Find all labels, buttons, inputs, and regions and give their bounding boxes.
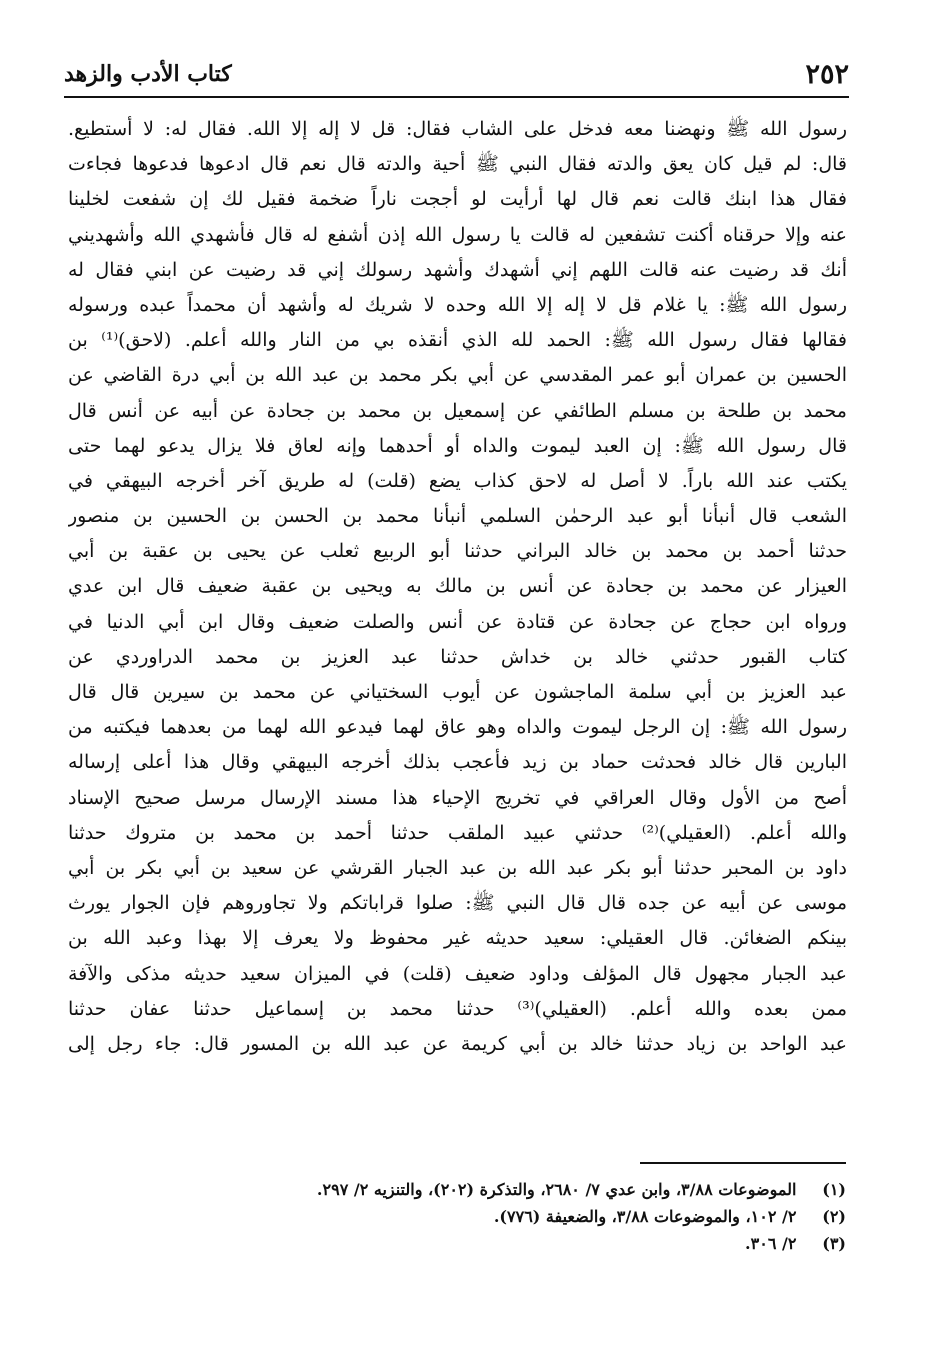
page-header: [64, 54, 849, 94]
running-title: كتاب الأدب والزهد: [64, 61, 232, 87]
text-line: ممن بعده والله أعلم. (العقيلي)⁽³⁾ حدثنا محمد بن إسماعيل حدثنا عفان حدثنا: [68, 997, 847, 1020]
text-line: عنه وإلا حرقناه أكنت تشفعين له قالت يا رسول الله إذن أشفع له قال فأشهدي الله وأشهديني: [68, 223, 847, 246]
text-line: الحسين بن عمران أبو عمر المقدسي عن أبي بكر محمد بن عبد الله بن أبي درة القاضي عن: [68, 364, 847, 387]
text-line: ورواه ابن حجاج عن جحادة عن قتادة عن أنس والصلت ضعيف وقال ابن أبي الدنيا في: [68, 610, 847, 633]
footnote-number: (٢): [822, 1207, 846, 1226]
footnote-item: [170, 1230, 846, 1257]
text-line: يكتب عند الله باراً. لا أصل له لاحق كذاب يضع (قلت) له طريق آخر أخرجه البيهقي في: [68, 469, 847, 492]
text-line: موسى عن أبيه عن جده قال قال النبي ﷺ: صلوا قراباتكم ولا تجاوروهم فإن الجوار يورث: [68, 892, 847, 915]
header-divider: [64, 96, 849, 98]
text-line: أنك قد رضيت عنه قالت اللهم إني أشهدك وأشهد رسولك إني قد رضيت عن ابني فقال له: [68, 258, 847, 281]
text-line: كتاب القبور حدثني خالد بن خداش حدثنا عبد العزيز بن محمد الدراوردي عن: [68, 645, 847, 668]
footnote-text: ٢/ ٣٠٦.: [745, 1234, 797, 1253]
text-line: بينكم الضغائن. قال العقيلي: سعيد حديثه غير محفوظ ولا يعرف إلا بهذا وعبد الله بن: [68, 927, 847, 950]
text-line: الشعب قال أنبأنا أبو عبد الرحمٰن السلمي أنبأنا محمد بن الحسن بن الحسين بن منصور: [68, 505, 847, 528]
text-line: البارين قال خالد فحدثت حماد بن زيد فأعجب بذلك أخرجه البيهقي وقال هذا أعلى إرساله: [68, 751, 847, 774]
footnotes: [170, 1176, 846, 1257]
footnote-item: [170, 1176, 846, 1203]
footnote-text: ٢/ ١٠٢، والموضوعات ٣/٨٨، والضعيفة (٧٧٦).: [493, 1207, 797, 1226]
text-line: فقال هذا ابنك قالت نعم قال لها أرأيت لو أججت ناراً ضخمة فقيل لك إن شفعت لخلينا: [68, 188, 847, 211]
text-line: رسول الله ﷺ ونهضنا معه فدخل على الشاب فقال: قل لا إله إلا الله. فقال له: لا أستطيع.: [68, 118, 847, 140]
text-line: رسول الله ﷺ: يا غلام قل لا إله إلا الله وحده لا شريك له وأشهد أن محمداً عبده ورسوله: [68, 293, 847, 316]
text-line: حدثنا أحمد بن محمد بن خالد البراني حدثنا أبو الربيع ثعلب عن يحيى بن عقبة بن أبي: [68, 540, 847, 563]
text-line: قال: لم قيل كان يعق والدته فقال النبي ﷺ أحية والدته قال نعم قال ادعوها فدعوها فجاءت: [68, 153, 847, 176]
footnote-divider: [640, 1162, 846, 1164]
footnote-item: [170, 1203, 846, 1230]
footnote-text: الموضوعات ٣/٨٨، وابن عدي ٧/ ٢٦٨٠، والتذكرة (٢٠٢)، والتنزيه ٢/ ٢٩٧.: [316, 1180, 797, 1199]
text-line: قال رسول الله ﷺ: إن العبد ليموت والداه أو أحدهما وإنه لعاق فلا يزال يدعو لهما حتى: [68, 434, 847, 457]
text-line: العيزار عن محمد بن جحادة عن أنس بن مالك به ويحيى بن عقبة ضعيف قال ابن عدي: [68, 575, 847, 598]
text-line: والله أعلم. (العقيلي)⁽²⁾ حدثني عبيد الملقب حدثنا أحمد بن محمد بن متروك حدثنا: [68, 821, 847, 844]
text-line: داود بن المحبر حدثنا أبو بكر عبد الله بن عبد الجبار القرشي عن سعيد بن أبي بكر بن أبي: [68, 856, 847, 879]
text-line: عبد الجبار مجهول قال المؤلف وداود ضعيف (قلت) في الميزان سعيد حديثه مذكى والآفة: [68, 962, 847, 985]
text-line: عبد العزيز بن أبي سلمة الماجشون عن أيوب السختياني عن محمد بن سيرين قال قال: [68, 681, 847, 703]
footnote-number: (٣): [822, 1234, 846, 1253]
footnote-number: (١): [822, 1180, 846, 1199]
text-line: أصح من الأول وقال العراقي في تخريج الإحياء هذا مسند الإرسال مرسل صحيح الإسناد: [68, 786, 847, 809]
text-line: فقالها فقال رسول الله ﷺ: الحمد لله الذي أنقذه بي من النار والله أعلم. (لاحق)⁽¹⁾ بن: [68, 329, 847, 352]
text-line: محمد بن طلحة بن مسلم الطائفي عن إسمعيل بن محمد بن جحادة عن أبيه عن أنس قال: [68, 399, 847, 422]
text-line: رسول الله ﷺ: إن الرجل ليموت والداه وهو عاق لهما فيدعو الله لهما من بعدهما فيكتبه من: [68, 716, 847, 739]
page-number: ٢٥٢: [805, 58, 849, 90]
main-text: [68, 112, 847, 1062]
text-line: عبد الواحد بن زياد حدثنا خالد بن أبي كريمة عن عبد الله بن المسور قال: جاء رجل إلى: [68, 1032, 847, 1055]
